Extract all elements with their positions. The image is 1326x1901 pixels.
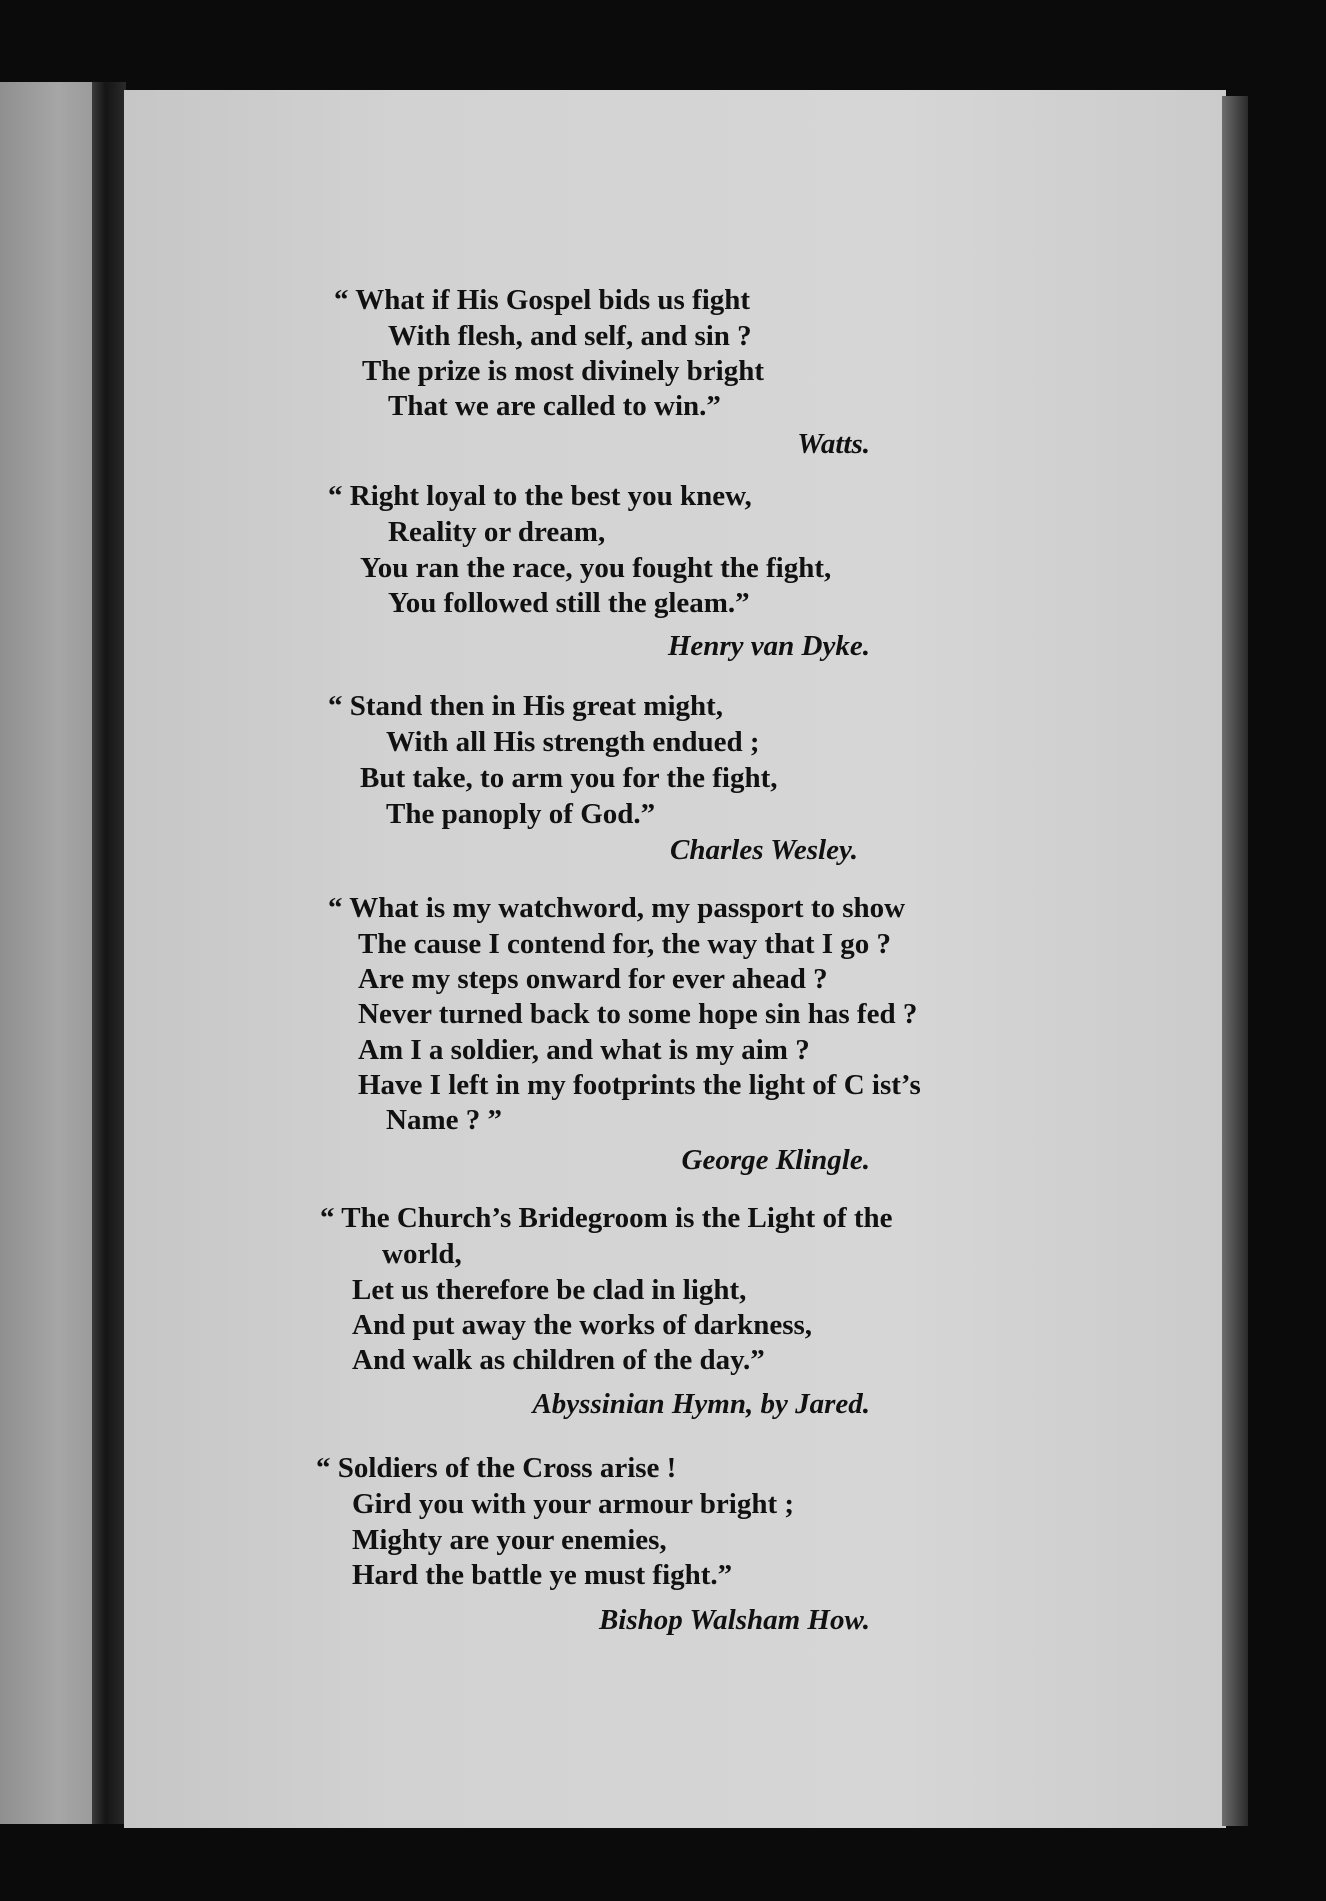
stanza-line: “ Stand then in His great might, — [328, 690, 724, 722]
stanza-line: And walk as children of the day.” — [352, 1344, 765, 1376]
attribution: Abyssinian Hymn, by Jared. — [532, 1388, 870, 1420]
stanza-line: Mighty are your enemies, — [352, 1524, 667, 1556]
page-edge-shadow — [1222, 96, 1248, 1826]
stanza-line: With flesh, and self, and sin ? — [388, 320, 752, 352]
stanza-line: Have I left in my footprints the light of C ist’s — [358, 1069, 921, 1101]
stanza-line: You followed still the gleam.” — [388, 587, 750, 619]
stanza-line: That we are called to win.” — [388, 390, 721, 422]
attribution: George Klingle. — [681, 1144, 870, 1176]
stanza-line: “ Right loyal to the best you knew, — [328, 480, 752, 512]
stanza-line: Name ? ” — [386, 1104, 502, 1136]
attribution: Watts. — [797, 428, 870, 460]
stanza-line: Never turned back to some hope sin has fed ? — [358, 998, 918, 1030]
stanza-line: The cause I contend for, the way that I go ? — [358, 928, 892, 960]
stanza-line: Hard the battle ye must fight.” — [352, 1559, 733, 1591]
stanza-line: Are my steps onward for ever ahead ? — [358, 963, 828, 995]
attribution: Bishop Walsham How. — [598, 1604, 870, 1636]
book-gutter — [92, 82, 126, 1824]
stanza-line: Let us therefore be clad in light, — [352, 1274, 747, 1306]
stanza-line: “ What if His Gospel bids us fight — [334, 284, 751, 316]
attribution: Charles Wesley. — [670, 834, 858, 866]
facing-page-edge — [0, 82, 96, 1824]
stanza-line: You ran the race, you fought the fight, — [360, 552, 832, 584]
stanza-line: With all His strength endued ; — [386, 726, 760, 758]
stanza-line: “ The Church’s Bridegroom is the Light of the — [320, 1202, 893, 1234]
stanza-line: Gird you with your armour bright ; — [352, 1488, 795, 1520]
stanza-line: The panoply of God.” — [386, 798, 656, 830]
stanza-line: And put away the works of darkness, — [352, 1309, 813, 1341]
attribution: Henry van Dyke. — [667, 630, 870, 662]
stanza-line: Am I a soldier, and what is my aim ? — [358, 1034, 810, 1066]
stanza-line: The prize is most divinely bright — [362, 355, 764, 387]
stanza-line: “ Soldiers of the Cross arise ! — [316, 1452, 677, 1484]
stanza-line: world, — [382, 1238, 462, 1270]
book-page — [124, 90, 1226, 1828]
stanza-line: But take, to arm you for the fight, — [360, 762, 778, 794]
stanza-line: “ What is my watchword, my passport to show — [328, 892, 906, 924]
stanza-line: Reality or dream, — [388, 516, 606, 548]
